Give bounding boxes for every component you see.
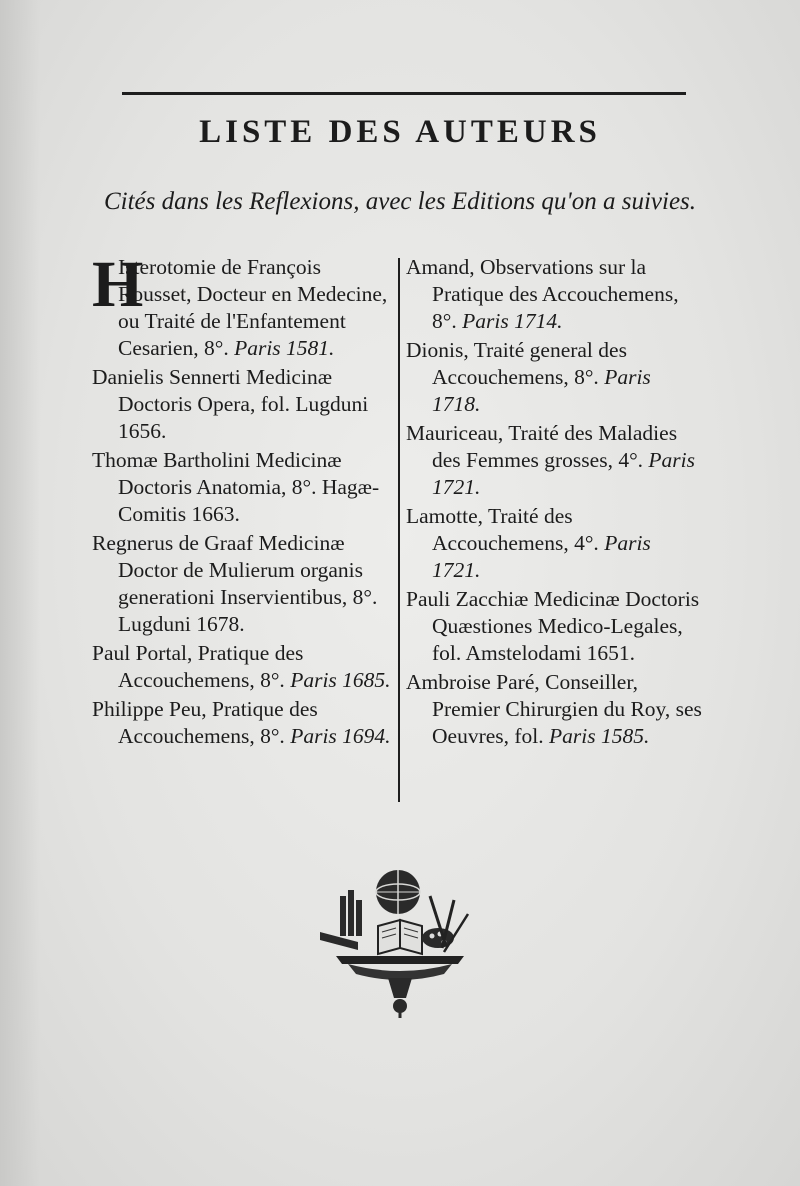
entry-edition: Paris 1721.: [432, 531, 651, 582]
header-rule: [122, 92, 686, 95]
entry-text: Isterotomie de François Rousset, Docteur en Medecine, ou Traité de l'Enfantement Cesarien, 8°.: [118, 255, 388, 360]
entry-text: Philippe Peu, Pratique des Accouchemens, 8°.: [92, 697, 318, 748]
left-column: [92, 248, 392, 752]
list-item: [406, 503, 702, 584]
list-item: [92, 696, 392, 750]
printer-ornament-icon: [318, 866, 482, 1018]
entry-text: Ambroise Paré, Conseiller, Premier Chirurgien du Roy, ses Oeuvres, fol.: [406, 670, 702, 748]
entry-text: Paul Portal, Pratique des Accouchemens, 8°.: [92, 641, 304, 692]
list-item: Regnerus de Graaf Medicinæ Doctor de Mulierum organis generationi Inservientibus, 8°. Lugduni 1678.: [92, 531, 378, 636]
list-item: Pauli Zacchiæ Medicinæ Doctoris Quæstiones Medico-Legales, fol. Amstelodami 1651.: [406, 587, 700, 665]
entry-text: Amand, Observations sur la Pratique des Accouchemens, 8°.: [406, 255, 679, 333]
list-item: [406, 420, 702, 501]
list-item: [406, 337, 702, 418]
entry-edition: Paris 1718.: [432, 365, 651, 416]
column-divider: [398, 258, 400, 802]
list-item: Danielis Sennerti Medicinæ Doctoris Opera, fol. Lugduni 1656.: [92, 365, 369, 443]
entry-edition: Paris 1721.: [432, 448, 696, 499]
drop-cap: H: [92, 248, 144, 321]
entry-edition: Paris 1685.: [290, 668, 391, 692]
list-item: Thomæ Bartholini Medicinæ Doctoris Anatomia, 8°. Hagæ-Comitis 1663.: [92, 448, 380, 526]
page-subtitle: Cités dans les Reflexions, avec les Editions qu'on a suivies.: [103, 188, 697, 215]
entry-edition: Paris 1714.: [462, 309, 563, 333]
entry-text: Mauriceau, Traité des Maladies des Femmes grosses, 4°.: [406, 421, 678, 472]
list-item: [406, 669, 702, 750]
right-column: [406, 254, 702, 752]
entry-edition: Paris 1694.: [290, 724, 391, 748]
entry-edition: Paris 1585.: [549, 724, 650, 748]
list-item: [92, 248, 392, 362]
entry-text: Dionis, Traité general des Accouchemens, 8°.: [406, 338, 627, 389]
list-item: [92, 640, 392, 694]
page-title: LISTE DES AUTEURS: [199, 114, 601, 150]
entry-edition: Paris 1581.: [234, 336, 335, 360]
page-edge-shadow: [0, 0, 40, 1186]
entry-text: Lamotte, Traité des Accouchemens, 4°.: [406, 504, 599, 555]
list-item: [406, 254, 702, 335]
